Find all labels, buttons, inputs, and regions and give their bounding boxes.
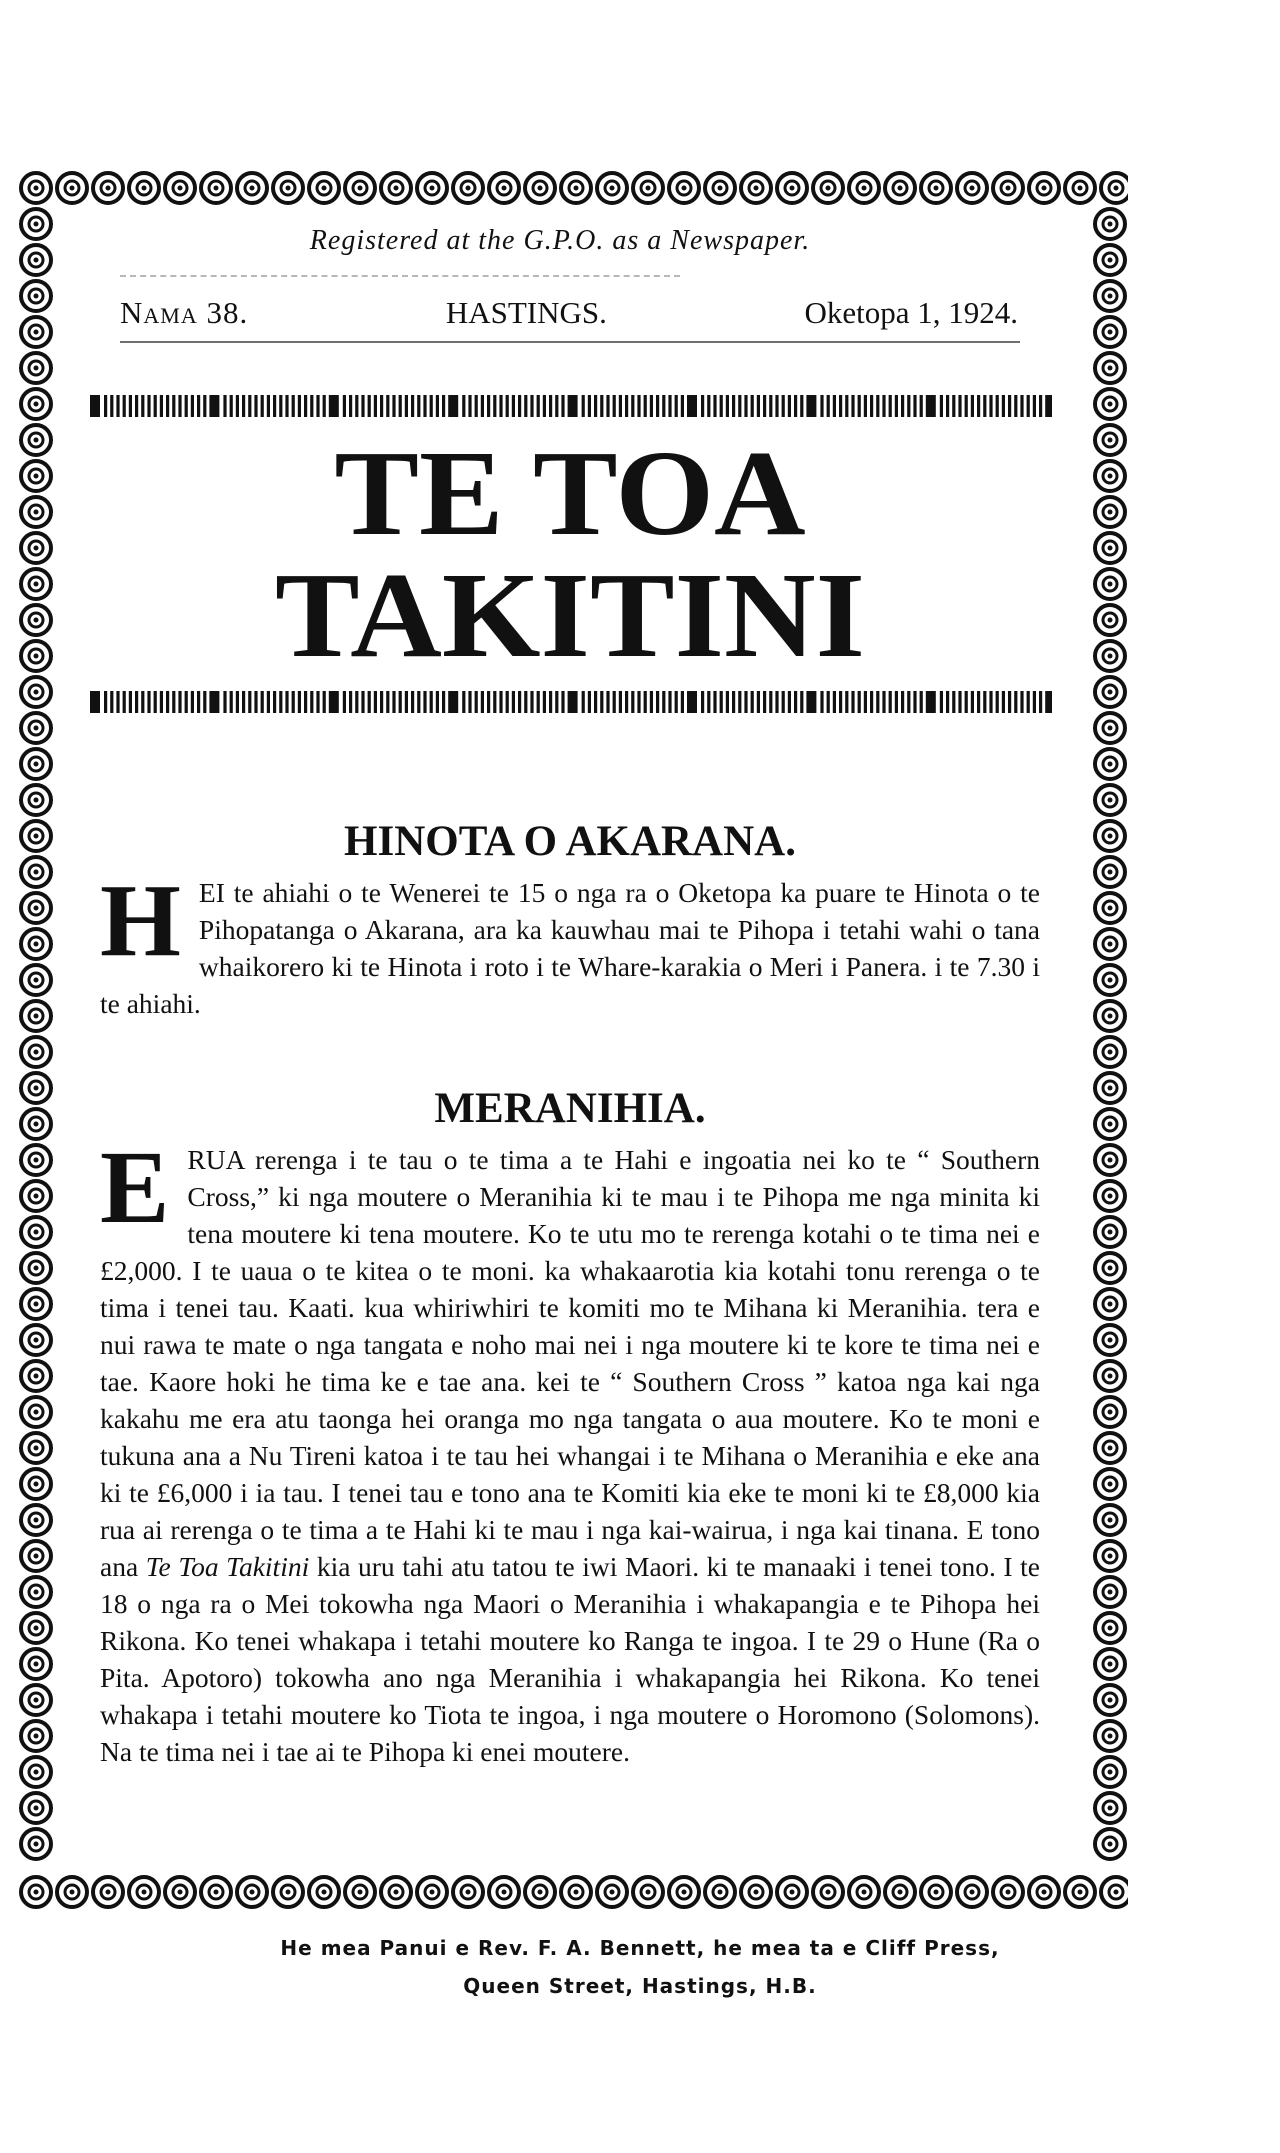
border-ornament xyxy=(309,1877,339,1907)
border-ornament xyxy=(1095,533,1125,563)
border-ornament xyxy=(21,677,51,707)
border-ornament xyxy=(669,173,699,203)
footer-line: Queen Street, Hastings, H.B. xyxy=(463,1974,817,1998)
border-ornament xyxy=(21,1397,51,1427)
border-ornament xyxy=(21,1217,51,1247)
border-ornament xyxy=(21,1577,51,1607)
footer-line: He mea Panui e Rev. F. A. Bennett, he mea ta e Cliff Press, xyxy=(280,1936,1000,1960)
border-ornament xyxy=(201,1877,231,1907)
article-text: RUA rerenga i te tau o te tima a te Hahi e ingoatia nei ko te “ Southern Cross,” ki nga moutere o Meranihia ki te mau i te Pihopa me nga minita ki tena moutere ki tena moutere. Ko te utu mo te rerenga kotahi o te tima nei e £2,000. I te uaua o te kitea o te moni. ka whakaarotia kia kotahi tonu rerenga o te tima i tenei tau. Kaati. kua whiriwhiri te komiti mo te Mihana ki Meranihia. tera e nui rawa te mate o nga tangata e noho mai nei i nga moutere ki te kore te tima nei e tae. Kaore hoki he tima ke e tae ana. kei te “ Southern Cross ” katoa nga kai nga kakahu me era atu taonga hei oranga mo nga tangata o aua moutere. Ko te moni e tukuna ana a Nu Tireni katoa i te tau hei whangai i te Mihana o Meranihia e eke ana ki te £6,000 i ia tau. I tenei tau e tono ana te Komiti kia eke te moni ki te £8,000 kia rua ai rerenga o te tima a te Hahi ki te mau i nga kai-wairua, i nga kai tinana. E tono ana xyxy=(100,1144,1040,1582)
border-ornament xyxy=(93,173,123,203)
border-ornament xyxy=(21,1037,51,1067)
border-ornament xyxy=(705,173,735,203)
article-text: kia uru tahi atu tatou te iwi Maori. ki te manaaki i tenei tono. I te 18 o nga ra o Mei tokowha nga Maori o Meranihia i whakapangia e te Pihopa hei Rikona. Ko tenei whakapa i tetahi moutere ko Ranga te ingoa. I te 29 o Hune (Ra o Pita. Apotoro) tokowha ano nga Meranihia i whakapangia hei Rikona. Ko tenei whakapa i tetahi moutere ko Tiota te ingoa, i nga moutere o Horomono (Solomons). Na te tima nei i tae ai te Pihopa ki enei moutere. xyxy=(100,1551,1041,1767)
issue-number: Nama 38. xyxy=(120,295,249,330)
border-ornament xyxy=(1095,893,1125,923)
border-ornament xyxy=(1095,1361,1125,1391)
border-ornament xyxy=(741,1877,771,1907)
border-ornament xyxy=(381,173,411,203)
border-ornament xyxy=(1095,785,1125,815)
border-ornament xyxy=(417,173,447,203)
border-ornament xyxy=(21,821,51,851)
border-ornament xyxy=(381,1877,411,1907)
border-ornament xyxy=(21,785,51,815)
border-ornament xyxy=(561,173,591,203)
border-ornament xyxy=(1065,1877,1095,1907)
issue-date: Oketopa 1, 1924. xyxy=(804,295,1018,330)
border-ornament xyxy=(21,1253,51,1283)
dashed-divider xyxy=(120,275,680,277)
border-ornament xyxy=(1101,173,1128,203)
border-ornament xyxy=(885,173,915,203)
border-ornament xyxy=(1095,1649,1125,1679)
border-ornament xyxy=(21,569,51,599)
border-ornament xyxy=(417,1877,447,1907)
border-ornament xyxy=(21,461,51,491)
border-ornament xyxy=(21,1757,51,1787)
masthead-info xyxy=(100,295,1040,331)
border-ornament xyxy=(777,173,807,203)
border-ornament xyxy=(93,1877,123,1907)
border-ornament xyxy=(561,1877,591,1907)
border-ornament xyxy=(21,1685,51,1715)
border-ornament xyxy=(1095,425,1125,455)
border-ornament xyxy=(1095,1613,1125,1643)
border-ornament xyxy=(345,173,375,203)
border-ornament xyxy=(1095,1469,1125,1499)
border-ornament xyxy=(21,173,51,203)
border-ornament xyxy=(165,1877,195,1907)
border-ornament xyxy=(21,389,51,419)
border-ornament xyxy=(1095,1037,1125,1067)
border-ornament xyxy=(669,1877,699,1907)
border-ornament xyxy=(21,713,51,743)
border-ornament xyxy=(21,1001,51,1031)
border-ornament xyxy=(1095,1325,1125,1355)
newspaper-title: TE TOA TAKITINI xyxy=(275,426,865,683)
border-ornament xyxy=(1095,965,1125,995)
border-ornament xyxy=(741,173,771,203)
border-ornament xyxy=(21,929,51,959)
border-ornament xyxy=(993,1877,1023,1907)
border-ornament xyxy=(21,1289,51,1319)
border-ornament xyxy=(1095,677,1125,707)
registration-notice: Registered at the G.P.O. as a Newspaper. xyxy=(309,225,811,256)
border-ornament xyxy=(309,173,339,203)
masthead-rule xyxy=(120,341,1020,343)
border-ornament xyxy=(1095,389,1125,419)
border-ornament xyxy=(21,317,51,347)
border-ornament xyxy=(1095,1433,1125,1463)
border-ornament xyxy=(21,245,51,275)
border-ornament xyxy=(273,1877,303,1907)
border-ornament xyxy=(1101,1877,1128,1907)
border-ornament xyxy=(21,1613,51,1643)
border-ornament xyxy=(21,281,51,311)
decorative-band-bottom xyxy=(88,689,1052,715)
border-ornament xyxy=(633,1877,663,1907)
border-ornament xyxy=(21,353,51,383)
border-ornament xyxy=(1095,821,1125,851)
border-ornament xyxy=(525,1877,555,1907)
border-ornament xyxy=(957,1877,987,1907)
border-ornament xyxy=(1095,605,1125,635)
border-ornament xyxy=(489,173,519,203)
border-ornament xyxy=(1095,497,1125,527)
border-ornament xyxy=(1095,1685,1125,1715)
border-ornament xyxy=(1095,1145,1125,1175)
border-ornament xyxy=(597,173,627,203)
border-ornament xyxy=(21,1181,51,1211)
newspaper-name-italic: Te Toa Takitini xyxy=(145,1551,310,1582)
border-ornament xyxy=(21,1073,51,1103)
border-ornament xyxy=(57,1877,87,1907)
border-ornament xyxy=(129,173,159,203)
border-ornament xyxy=(597,1877,627,1907)
border-ornament xyxy=(1095,1577,1125,1607)
border-ornament xyxy=(1095,1721,1125,1751)
border-ornament xyxy=(813,173,843,203)
border-ornament xyxy=(21,1793,51,1823)
border-ornament xyxy=(921,1877,951,1907)
article-body-hinota xyxy=(100,863,1040,1022)
border-ornament xyxy=(21,425,51,455)
printer-footer xyxy=(0,1936,1280,2012)
border-ornament xyxy=(777,1877,807,1907)
border-ornament xyxy=(1095,1253,1125,1283)
border-ornament xyxy=(21,1433,51,1463)
border-ornament xyxy=(21,1721,51,1751)
border-ornament xyxy=(237,1877,267,1907)
border-ornament xyxy=(1095,1181,1125,1211)
border-ornament xyxy=(21,1145,51,1175)
border-ornament xyxy=(1095,1793,1125,1823)
article-text: EI te ahiahi o te Wenerei te 15 o nga ra o Oketopa ka puare te Hinota o te Pihopatanga o Akarana, ara ka kauwhau mai te Pihopa i tetahi wahi o tana whaikorero ki te Hinota i roto i te Whare-karakia o Meri i Panera. i te 7.30 i te ahiahi. xyxy=(100,877,1040,1019)
border-ornament xyxy=(1029,1877,1059,1907)
border-ornament xyxy=(21,749,51,779)
border-ornament xyxy=(849,1877,879,1907)
border-ornament xyxy=(1095,1217,1125,1247)
border-ornament xyxy=(21,497,51,527)
article-heading-meranihia: MERANIHIA. xyxy=(434,1085,706,1132)
border-ornament xyxy=(1095,1397,1125,1427)
page-content xyxy=(100,225,1040,1770)
border-ornament xyxy=(21,1877,51,1907)
border-ornament xyxy=(1095,1829,1125,1859)
border-ornament xyxy=(21,1649,51,1679)
border-ornament xyxy=(21,533,51,563)
border-ornament xyxy=(453,1877,483,1907)
border-ornament xyxy=(525,173,555,203)
border-ornament xyxy=(1095,461,1125,491)
border-ornament xyxy=(921,173,951,203)
border-ornament xyxy=(1095,1109,1125,1139)
border-ornament xyxy=(489,1877,519,1907)
border-ornament xyxy=(1095,929,1125,959)
border-ornament xyxy=(21,1361,51,1391)
drop-cap: E xyxy=(100,1130,170,1245)
border-ornament xyxy=(21,1469,51,1499)
place-name: HASTINGS. xyxy=(445,295,607,330)
border-ornament xyxy=(633,173,663,203)
article-heading-hinota: HINOTA O AKARANA. xyxy=(344,818,796,865)
border-ornament xyxy=(273,173,303,203)
border-ornament xyxy=(1095,1001,1125,1031)
border-ornament xyxy=(21,1109,51,1139)
border-ornament xyxy=(1095,641,1125,671)
border-ornament xyxy=(1095,1289,1125,1319)
article-body-meranihia xyxy=(100,1130,1041,1770)
border-ornament xyxy=(1095,245,1125,275)
border-ornament xyxy=(1095,317,1125,347)
border-ornament xyxy=(21,209,51,239)
border-ornament xyxy=(165,173,195,203)
border-ornament xyxy=(21,965,51,995)
border-ornament xyxy=(21,1829,51,1859)
border-ornament xyxy=(885,1877,915,1907)
border-ornament xyxy=(453,173,483,203)
border-ornament xyxy=(21,857,51,887)
border-ornament xyxy=(129,1877,159,1907)
border-ornament xyxy=(345,1877,375,1907)
border-ornament xyxy=(1065,173,1095,203)
border-ornament xyxy=(1029,173,1059,203)
border-ornament xyxy=(21,605,51,635)
border-ornament xyxy=(1095,1073,1125,1103)
border-ornament xyxy=(1095,569,1125,599)
border-ornament xyxy=(1095,209,1125,239)
border-ornament xyxy=(993,173,1023,203)
border-ornament xyxy=(705,1877,735,1907)
drop-cap: H xyxy=(100,863,181,978)
border-ornament xyxy=(21,1541,51,1571)
border-ornament xyxy=(201,173,231,203)
border-ornament xyxy=(21,1505,51,1535)
border-ornament xyxy=(21,1325,51,1355)
border-ornament xyxy=(1095,857,1125,887)
border-ornament xyxy=(1095,749,1125,779)
border-ornament xyxy=(21,893,51,923)
border-ornament xyxy=(57,173,87,203)
border-ornament xyxy=(957,173,987,203)
border-ornament xyxy=(237,173,267,203)
border-ornament xyxy=(1095,281,1125,311)
border-ornament xyxy=(813,1877,843,1907)
decorative-band-top xyxy=(88,393,1052,419)
border-ornament xyxy=(1095,1757,1125,1787)
border-ornament xyxy=(1095,353,1125,383)
border-ornament xyxy=(1095,1505,1125,1535)
border-ornament xyxy=(1095,713,1125,743)
border-ornament xyxy=(1095,1541,1125,1571)
border-ornament xyxy=(21,641,51,671)
border-ornament xyxy=(849,173,879,203)
